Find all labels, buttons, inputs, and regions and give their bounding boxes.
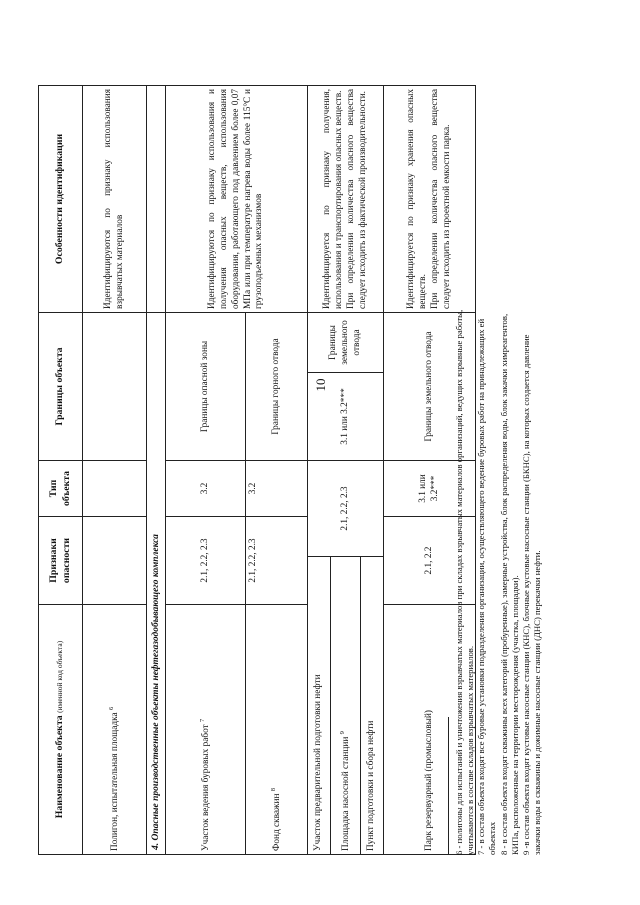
row-bounds: Границы горного отвода	[246, 312, 308, 460]
footnote-9-cont: закачки воды в скважины и дожимные насосные станции (ДНС) перекачки нефти.	[531, 550, 542, 855]
header-bounds: Границы объекта	[39, 312, 83, 460]
row-name: Полигон, испытательная площадка $^6$	[83, 605, 147, 855]
row-type: 3.1 или 3.2***	[308, 372, 384, 460]
table-header-row	[39, 85, 83, 854]
header-features: Особенности идентификации	[39, 85, 83, 312]
row-ident: Идентифицируются по признаку использования взрывчатых материалов	[83, 85, 147, 312]
row-signs: 2.1, 2.2	[384, 516, 476, 604]
footnote-9: 9 -в состав объекта входят кустовые насосные станции (КНС), блочные кустовые насосные станции (БКНС), на которых создается давление	[520, 334, 531, 855]
row-type: 3.2	[166, 460, 246, 516]
row-bounds: Границы земельного отвода	[308, 312, 384, 372]
row-name: Фонд скважин $^8$	[246, 605, 308, 855]
footnote-divider	[448, 717, 449, 855]
row-bounds: Границы опасной зоны	[166, 312, 246, 460]
footnote-7-cont: объектах	[487, 821, 498, 855]
header-type: Тип объекта	[39, 460, 83, 516]
row-signs: 2.1, 2.2, 2.3	[166, 516, 246, 604]
footnote-6-cont: учитываются в составе складов взрывчатых материалов.	[465, 645, 476, 855]
row-name: Парк резервуарный (промысловый)	[384, 605, 476, 855]
row-name: Участок ведения буровых работ $^7$	[166, 605, 246, 855]
row-ident: Идентифицируются по признаку использования и получения опасных веществ, использования оборудования, работающего под давлением более 0,07 МПа или при температуре нагрева воды более 115°С и грузоподъемных механизмов	[166, 85, 308, 312]
row-type: 3.1 или 3.2***	[384, 460, 476, 516]
row-ident: Идентифицируется по признаку хранения опасных веществ. При определении количества опасного вещества следует исходить из проектной емкости парка.	[384, 85, 476, 312]
header-signs: Признаки опасности	[39, 516, 83, 604]
footnotes	[454, 55, 543, 855]
row-name: Площадка насосной станции $^9$	[331, 557, 361, 855]
footnote-7: 7 - в состав объекта входят все буровые установки подразделения организации, осуществляющего ведение буровых работ на принадлежащих ей	[476, 318, 487, 855]
section-row	[147, 85, 166, 854]
footnote-8: 8 - в состав объекта входят скважины всех категорий (пробуренные), замерные устройства, блок распределения воды, блок закачки химреагентов,	[498, 313, 509, 855]
footnote-8-cont: КИПа, расположенные на территории месторождения (участка, площадки).	[509, 575, 520, 855]
identification-table	[38, 85, 476, 855]
table-row	[166, 85, 246, 854]
rotated-page-content	[38, 45, 598, 855]
section-title: 4. Опасные производственные объекты нефтегазодобывающего комплекса	[147, 312, 166, 854]
row-name: Участок предварительной подготовки нефти	[308, 557, 331, 855]
table-row	[308, 85, 331, 854]
table-row	[83, 85, 147, 854]
row-bounds: Границы земельного отвода	[384, 312, 476, 460]
row-name: Пункт подготовки и сбора нефти	[361, 557, 384, 855]
row-signs: 2.1, 2.2, 2.3	[246, 516, 308, 604]
page-number: 10	[313, 378, 328, 392]
row-type: 3.2	[246, 460, 308, 516]
row-ident: Идентифицируется по признаку получения, использования и транспортирования опасных веществ. При определении количества опасного вещества следует исходить из фактической производительности.	[308, 85, 384, 312]
row-signs: 2.1, 2.2, 2.3	[308, 460, 384, 556]
footnote-6: 6 - полигоны для испытаний и уничтожения взрывчатых материалов при складах взрывчатых материалов организаций, ведущих взрывные работы,	[454, 309, 464, 855]
header-name: Наименование объекта (именной код объекта)	[39, 605, 83, 855]
